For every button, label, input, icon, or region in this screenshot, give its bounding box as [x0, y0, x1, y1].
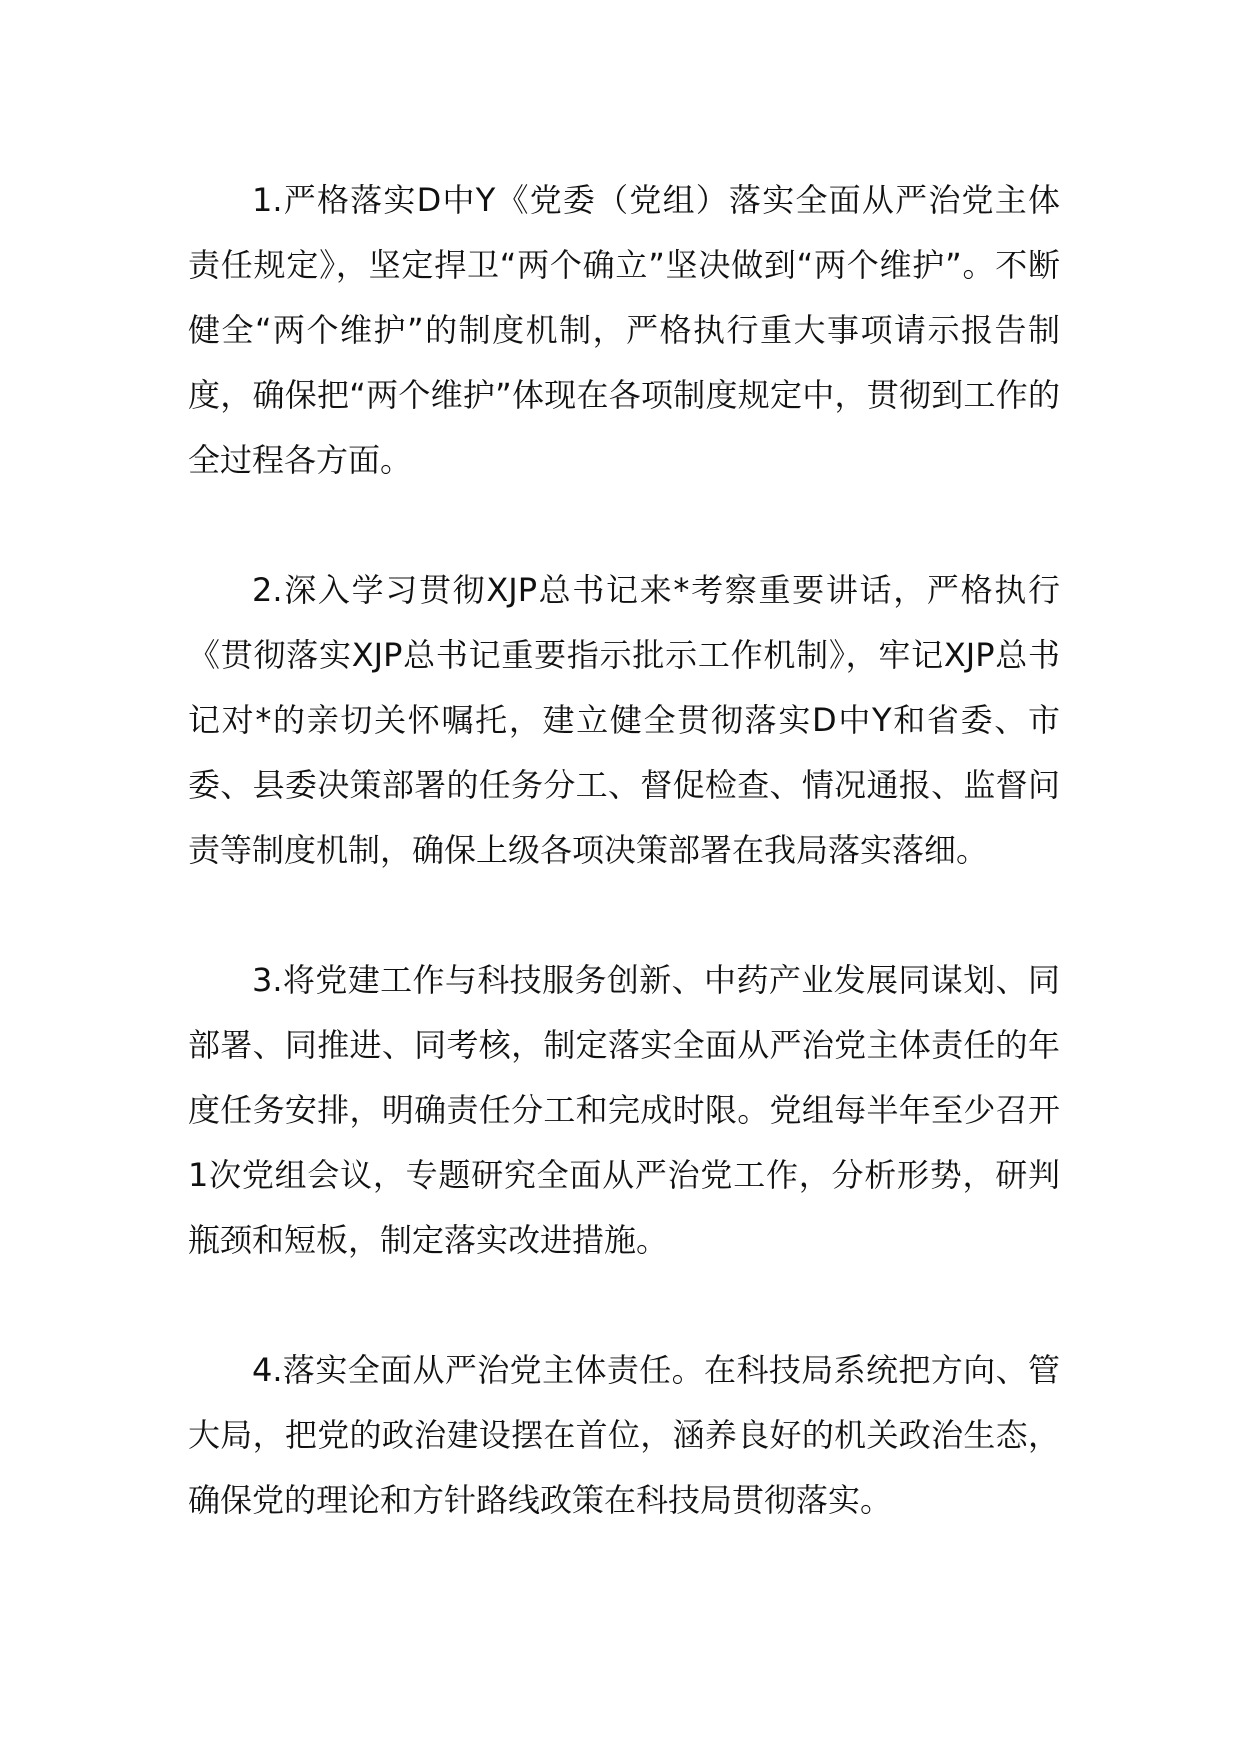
paragraph-2: 2.深入学习贯彻XJP总书记来*考察重要讲话，严格执行《贯彻落实XJP总书记重要指示批示工作机制》，牢记XJP总书记对*的亲切关怀嘱托，建立健全贯彻落实D中Y和省委、市委、县委决策部署的任务分工、督促检查、情况通报、监督问责等制度机制，确保上级各项决策部署在我局落实落细。 [188, 571, 1060, 869]
paragraph-3: 3.将党建工作与科技服务创新、中药产业发展同谋划、同部署、同推进、同考核，制定落实全面从严治党主体责任的年度任务安排，明确责任分工和完成时限。党组每半年至少召开1次党组会议，专题研究全面从严治党工作，分析形势，研判瓶颈和短板，制定落实改进措施。 [188, 961, 1060, 1259]
paragraph-1: 1.严格落实D中Y《党委（党组）落实全面从严治党主体责任规定》，坚定捍卫“两个确立”坚决做到“两个维护”。不断健全“两个维护”的制度机制，严格执行重大事项请示报告制度，确保把“两个维护”体现在各项制度规定中，贯彻到工作的全过程各方面。 [188, 181, 1060, 479]
document-body [188, 168, 1060, 1533]
paragraph-4: 4.落实全面从严治党主体责任。在科技局系统把方向、管大局，把党的政治建设摆在首位，涵养良好的机关政治生态，确保党的理论和方针路线政策在科技局贯彻落实。 [188, 1351, 1060, 1519]
